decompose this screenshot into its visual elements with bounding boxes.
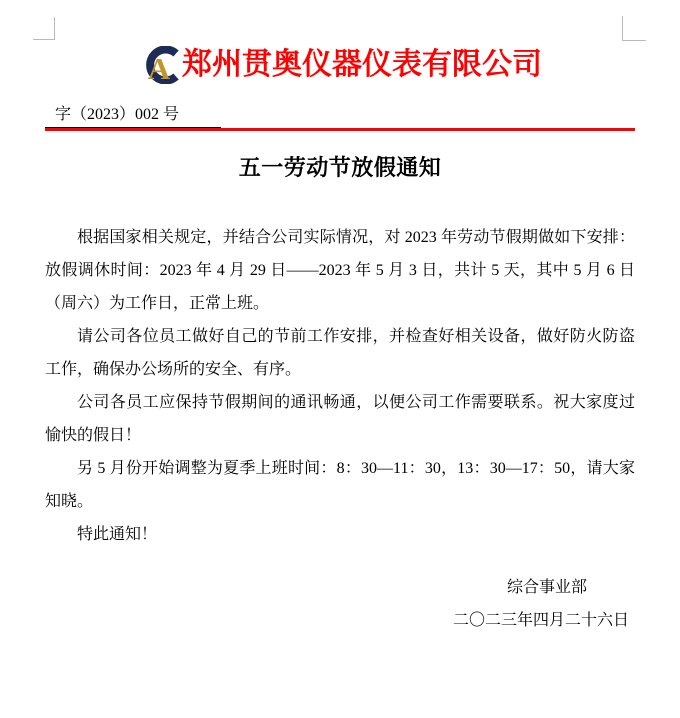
body-paragraph: 公司各员工应保持节假期间的通讯畅通，以便公司工作需要联系。祝大家度过愉快的假日！ xyxy=(45,394,635,444)
notice-body xyxy=(45,221,635,551)
document-number-rule xyxy=(45,104,635,131)
logo-letter-a: A xyxy=(147,51,171,84)
company-name: 郑州贯奥仪器仪表有限公司 xyxy=(182,48,542,81)
signature-block xyxy=(45,571,635,637)
body-paragraph: 特此通知！ xyxy=(77,526,158,543)
document-number: 字（2023）002 号 xyxy=(45,104,221,128)
notice-title: 五一劳动节放假通知 xyxy=(238,155,442,180)
signature-date: 二〇二三年四月二十六日 xyxy=(452,612,629,629)
company-logo-icon xyxy=(138,46,180,84)
letterhead xyxy=(0,46,680,84)
body-paragraph: 另 5 月份开始调整为夏季上班时间：8：30—11：30，13：30—17：50，请大家知晓。 xyxy=(45,460,635,510)
signature-department: 综合事业部 xyxy=(506,579,587,596)
body-paragraph: 请公司各位员工做好自己的节前工作安排，并检查好相关设备，做好防火防盗工作，确保办公场所的安全、有序。 xyxy=(45,328,635,378)
page-corner-mark-top-right xyxy=(622,16,646,41)
page-corner-mark-top-left xyxy=(33,17,55,40)
body-paragraph: 根据国家相关规定，并结合公司实际情况，对 2023 年劳动节假期做如下安排：放假调休时间：2023 年 4 月 29 日——2023 年 5 月 3 日，共计 5 天，其中 5 月 6 日（周六）为工作日，正常上班。 xyxy=(45,229,635,312)
